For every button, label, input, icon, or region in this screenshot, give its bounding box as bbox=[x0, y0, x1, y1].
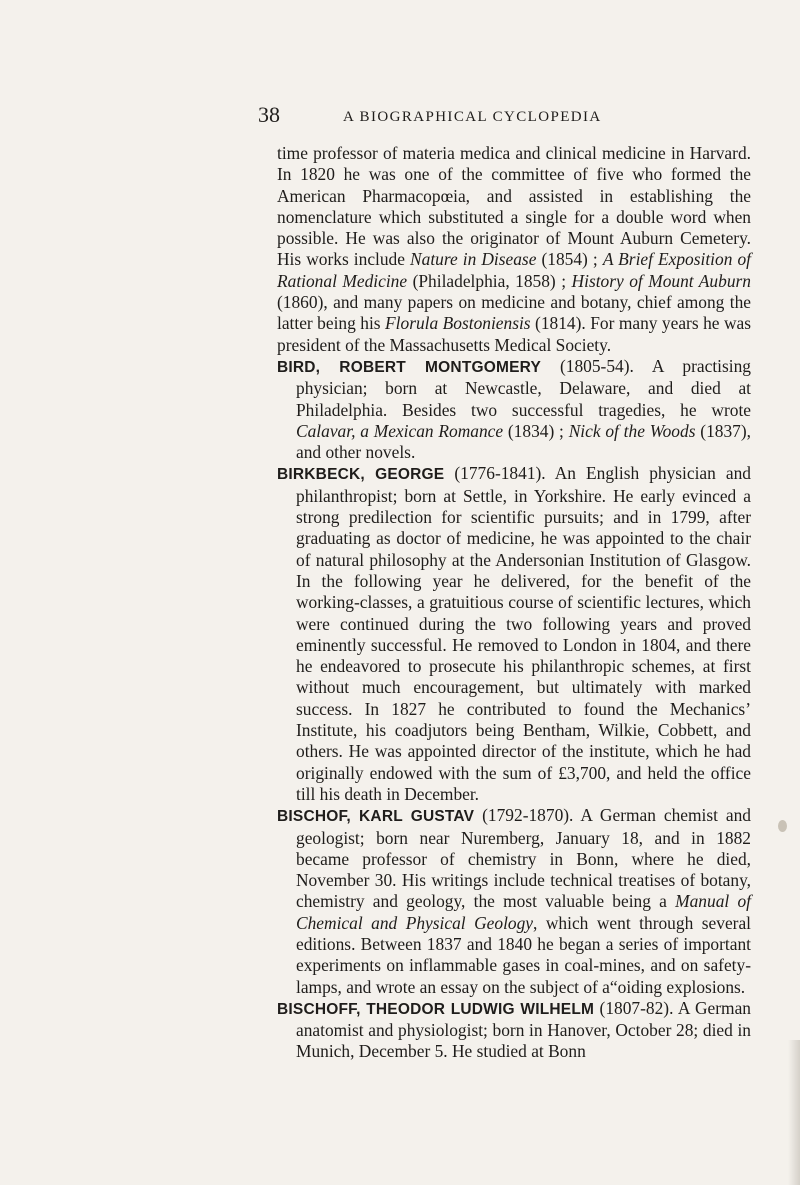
running-title: A BIOGRAPHICAL CYCLOPEDIA bbox=[343, 109, 602, 125]
text-run: (1834) ; bbox=[503, 420, 569, 441]
page-number: 38 bbox=[258, 102, 280, 127]
entry-headword: BIRKBECK, GEORGE bbox=[277, 466, 445, 484]
text-run: time professor of materia medica and clinical medicine in Harvard. In 1820 he was one of the committee of five who formed the American Pharmacopœia, and assisted in establishing the nomenclature which substituted a single for a double word when possible. He was also the originator of Mount Auburn Cemetery. His works include bbox=[277, 143, 751, 270]
entry-headword: BISCHOF, KARL GUSTAV bbox=[277, 808, 475, 826]
text-run: (1792-1870). A German chemist and geologist; born near Nuremberg, January 18, and in 1882 became professor of chemistry in Bonn, where he died, November 30. His writings include technical treatises of botany, chemistry and geology, the most valuable being a bbox=[296, 805, 751, 912]
text-run: (1814). For many years he was president of the Massachusetts Medical Society. bbox=[277, 313, 751, 355]
work-title: Florula Bostoniensis bbox=[385, 313, 531, 334]
entry-bird bbox=[277, 356, 751, 463]
entry-bischof bbox=[277, 805, 751, 998]
work-title: Calavar, a Mexican Romance bbox=[296, 420, 504, 441]
entry-bischoff bbox=[277, 998, 751, 1063]
text-run: (1837), and other novels. bbox=[296, 420, 751, 463]
body-text bbox=[277, 143, 751, 1063]
work-title: Nick of the Woods bbox=[568, 420, 696, 441]
work-title: Nature in Disease bbox=[410, 249, 537, 270]
entry-birkbeck bbox=[277, 463, 751, 805]
work-title: History of Mount Auburn bbox=[571, 270, 751, 291]
text-run: (Philadelphia, 1858) ; bbox=[407, 270, 572, 291]
text-run: (1854) ; bbox=[536, 249, 603, 270]
page-edge-shadow bbox=[788, 1040, 800, 1185]
paper-spot bbox=[778, 820, 787, 832]
entry-headword: BISCHOFF, THEODOR LUDWIG WILHELM bbox=[277, 1000, 595, 1018]
text-run: (1776-1841). An English physician and philanthropist; born at Settle, in Yorkshire. He early evinced a strong predilection for scientific pursuits; and in 1799, after graduating as doctor of medicine, he was appointed to the chair of natural philosophy at the Andersonian Institution of Glasgow. In the following year he delivered, for the benefit of the working-classes, a gratuitious course of scientific lectures, which were continued during the two following years and proved eminently successful. He removed to London in 1804, and there he endeavored to prosecute his philanthropic schemes, at first without much encouragement, but ultimately with marked success. In 1827 he contributed to found the Mechanics’ Institute, his coadjutors being Bentham, Wilkie, Cobbett, and others. He was appointed director of the institute, which he had originally endowed with the sum of £3,700, and held the office till his death in December. bbox=[296, 463, 751, 804]
work-title: Manual of Chemical and Physical Geology bbox=[296, 891, 751, 933]
continuation-paragraph bbox=[277, 143, 751, 356]
entry-headword: BIRD, ROBERT MONTGOMERY bbox=[277, 358, 542, 376]
work-title: A Brief Exposition of Rational Medicine bbox=[277, 249, 751, 291]
text-run: (1807-82). A German anatomist and physiologist; born in Hanover, October 28; died in Munich, December 5. He studied at Bonn bbox=[296, 997, 751, 1062]
text-run: , which went through several editions. Between 1837 and 1840 he began a series of important experiments on inflammable gases in coal-mines, and on safety-lamps, and wrote an essay on the subject of a“oiding explosions. bbox=[296, 912, 752, 997]
text-run: (1860), and many papers on medicine and botany, chief among the latter being his bbox=[277, 292, 751, 334]
text-run: (1805-54). A practising physician; born at Newcastle, Delaware, and died at Philadelphia. Besides two successful tragedies, he wrote bbox=[296, 355, 751, 420]
